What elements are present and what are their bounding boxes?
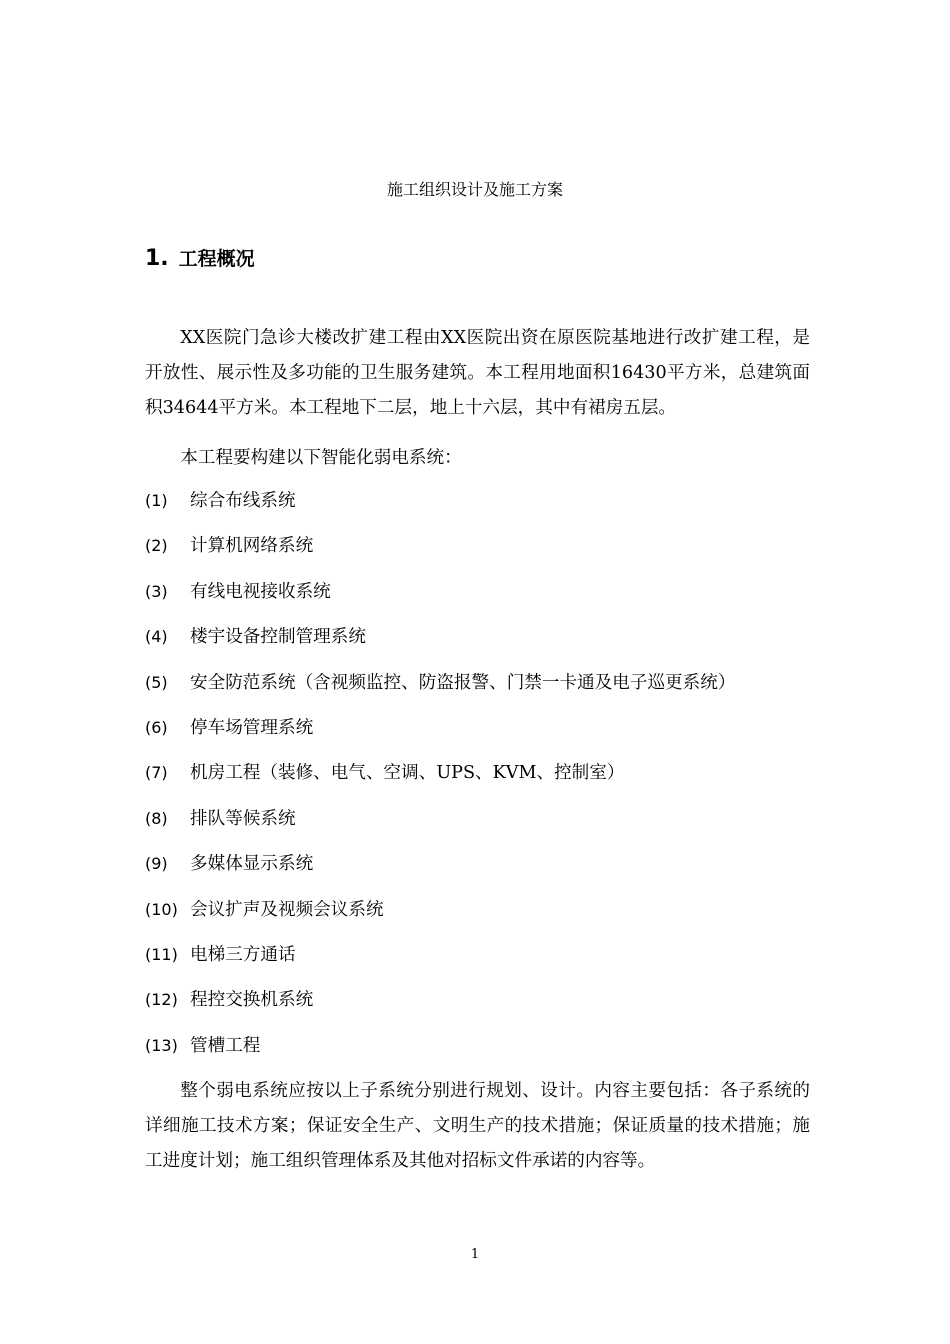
list-item-index: (10) xyxy=(145,899,178,919)
list-item xyxy=(145,483,735,528)
list-item xyxy=(145,982,735,1027)
list-item-index: (13) xyxy=(145,1035,178,1055)
list-item xyxy=(145,528,735,573)
list-item xyxy=(145,755,735,800)
list-item xyxy=(145,846,735,891)
list-item-text: 停车场管理系统 xyxy=(190,717,314,738)
list-item-index: (4) xyxy=(145,627,168,647)
list-item-text: 楼宇设备控制管理系统 xyxy=(190,627,366,648)
list-item-text: 多媒体显示系统 xyxy=(190,854,314,875)
list-item-text: 计算机网络系统 xyxy=(190,536,314,557)
list-item-index: (3) xyxy=(145,581,168,601)
systems-list xyxy=(145,483,735,1073)
list-item-index: (1) xyxy=(145,491,168,510)
list-item-text: 管槽工程 xyxy=(190,1035,261,1056)
list-item-index: (12) xyxy=(145,990,178,1010)
list-item xyxy=(145,801,735,846)
overview-paragraph: XX医院门急诊大楼改扩建工程由XX医院出资在原医院基地进行改扩建工程，是开放性、展示性及多功能的卫生服务建筑。本工程用地面积16430平方米，总建筑面积34644平方米。本工程地下二层，地上十六层，其中有裙房五层。 xyxy=(145,328,810,418)
list-item-index: (8) xyxy=(145,808,168,828)
list-item xyxy=(145,665,735,710)
list-item-text: 程控交换机系统 xyxy=(190,990,314,1011)
list-item xyxy=(145,619,735,664)
list-item-index: (9) xyxy=(145,854,168,874)
list-item-index: (7) xyxy=(145,763,168,783)
list-item-text: 电梯三方通话 xyxy=(190,944,296,965)
list-item-text: 有线电视接收系统 xyxy=(190,581,331,602)
document-title: 施工组织设计及施工方案 xyxy=(386,180,563,199)
list-item-index: (5) xyxy=(145,672,168,692)
list-item-text: 安全防范系统（含视频监控、防盗报警、门禁一卡通及电子巡更系统） xyxy=(190,672,736,693)
list-item-text: 排队等候系统 xyxy=(190,808,296,829)
systems-intro-paragraph: 本工程要构建以下智能化弱电系统： xyxy=(180,448,462,468)
list-item xyxy=(145,710,735,755)
section-title: 工程概况 xyxy=(178,248,255,270)
list-item-text: 机房工程（装修、电气、空调、UPS、KVM、控制室） xyxy=(190,763,625,784)
list-item-index: (6) xyxy=(145,717,168,737)
list-item xyxy=(145,574,735,619)
list-item xyxy=(145,937,735,982)
list-item-index: (11) xyxy=(145,944,178,964)
section-number: 1. xyxy=(145,246,169,271)
list-item xyxy=(145,892,735,937)
section-heading xyxy=(145,244,255,274)
scope-paragraph: 整个弱电系统应按以上子系统分别进行规划、设计。内容主要包括：各子系统的详细施工技术方案；保证安全生产、文明生产的技术措施；保证质量的技术措施；施工进度计划；施工组织管理体系及其他对招标文件承诺的内容等。 xyxy=(145,1081,810,1171)
list-item xyxy=(145,1028,735,1073)
list-item-text: 会议扩声及视频会议系统 xyxy=(190,899,384,920)
list-item-index: (2) xyxy=(145,536,168,556)
page-number: 1 xyxy=(470,1247,480,1262)
list-item-text: 综合布线系统 xyxy=(190,491,296,511)
